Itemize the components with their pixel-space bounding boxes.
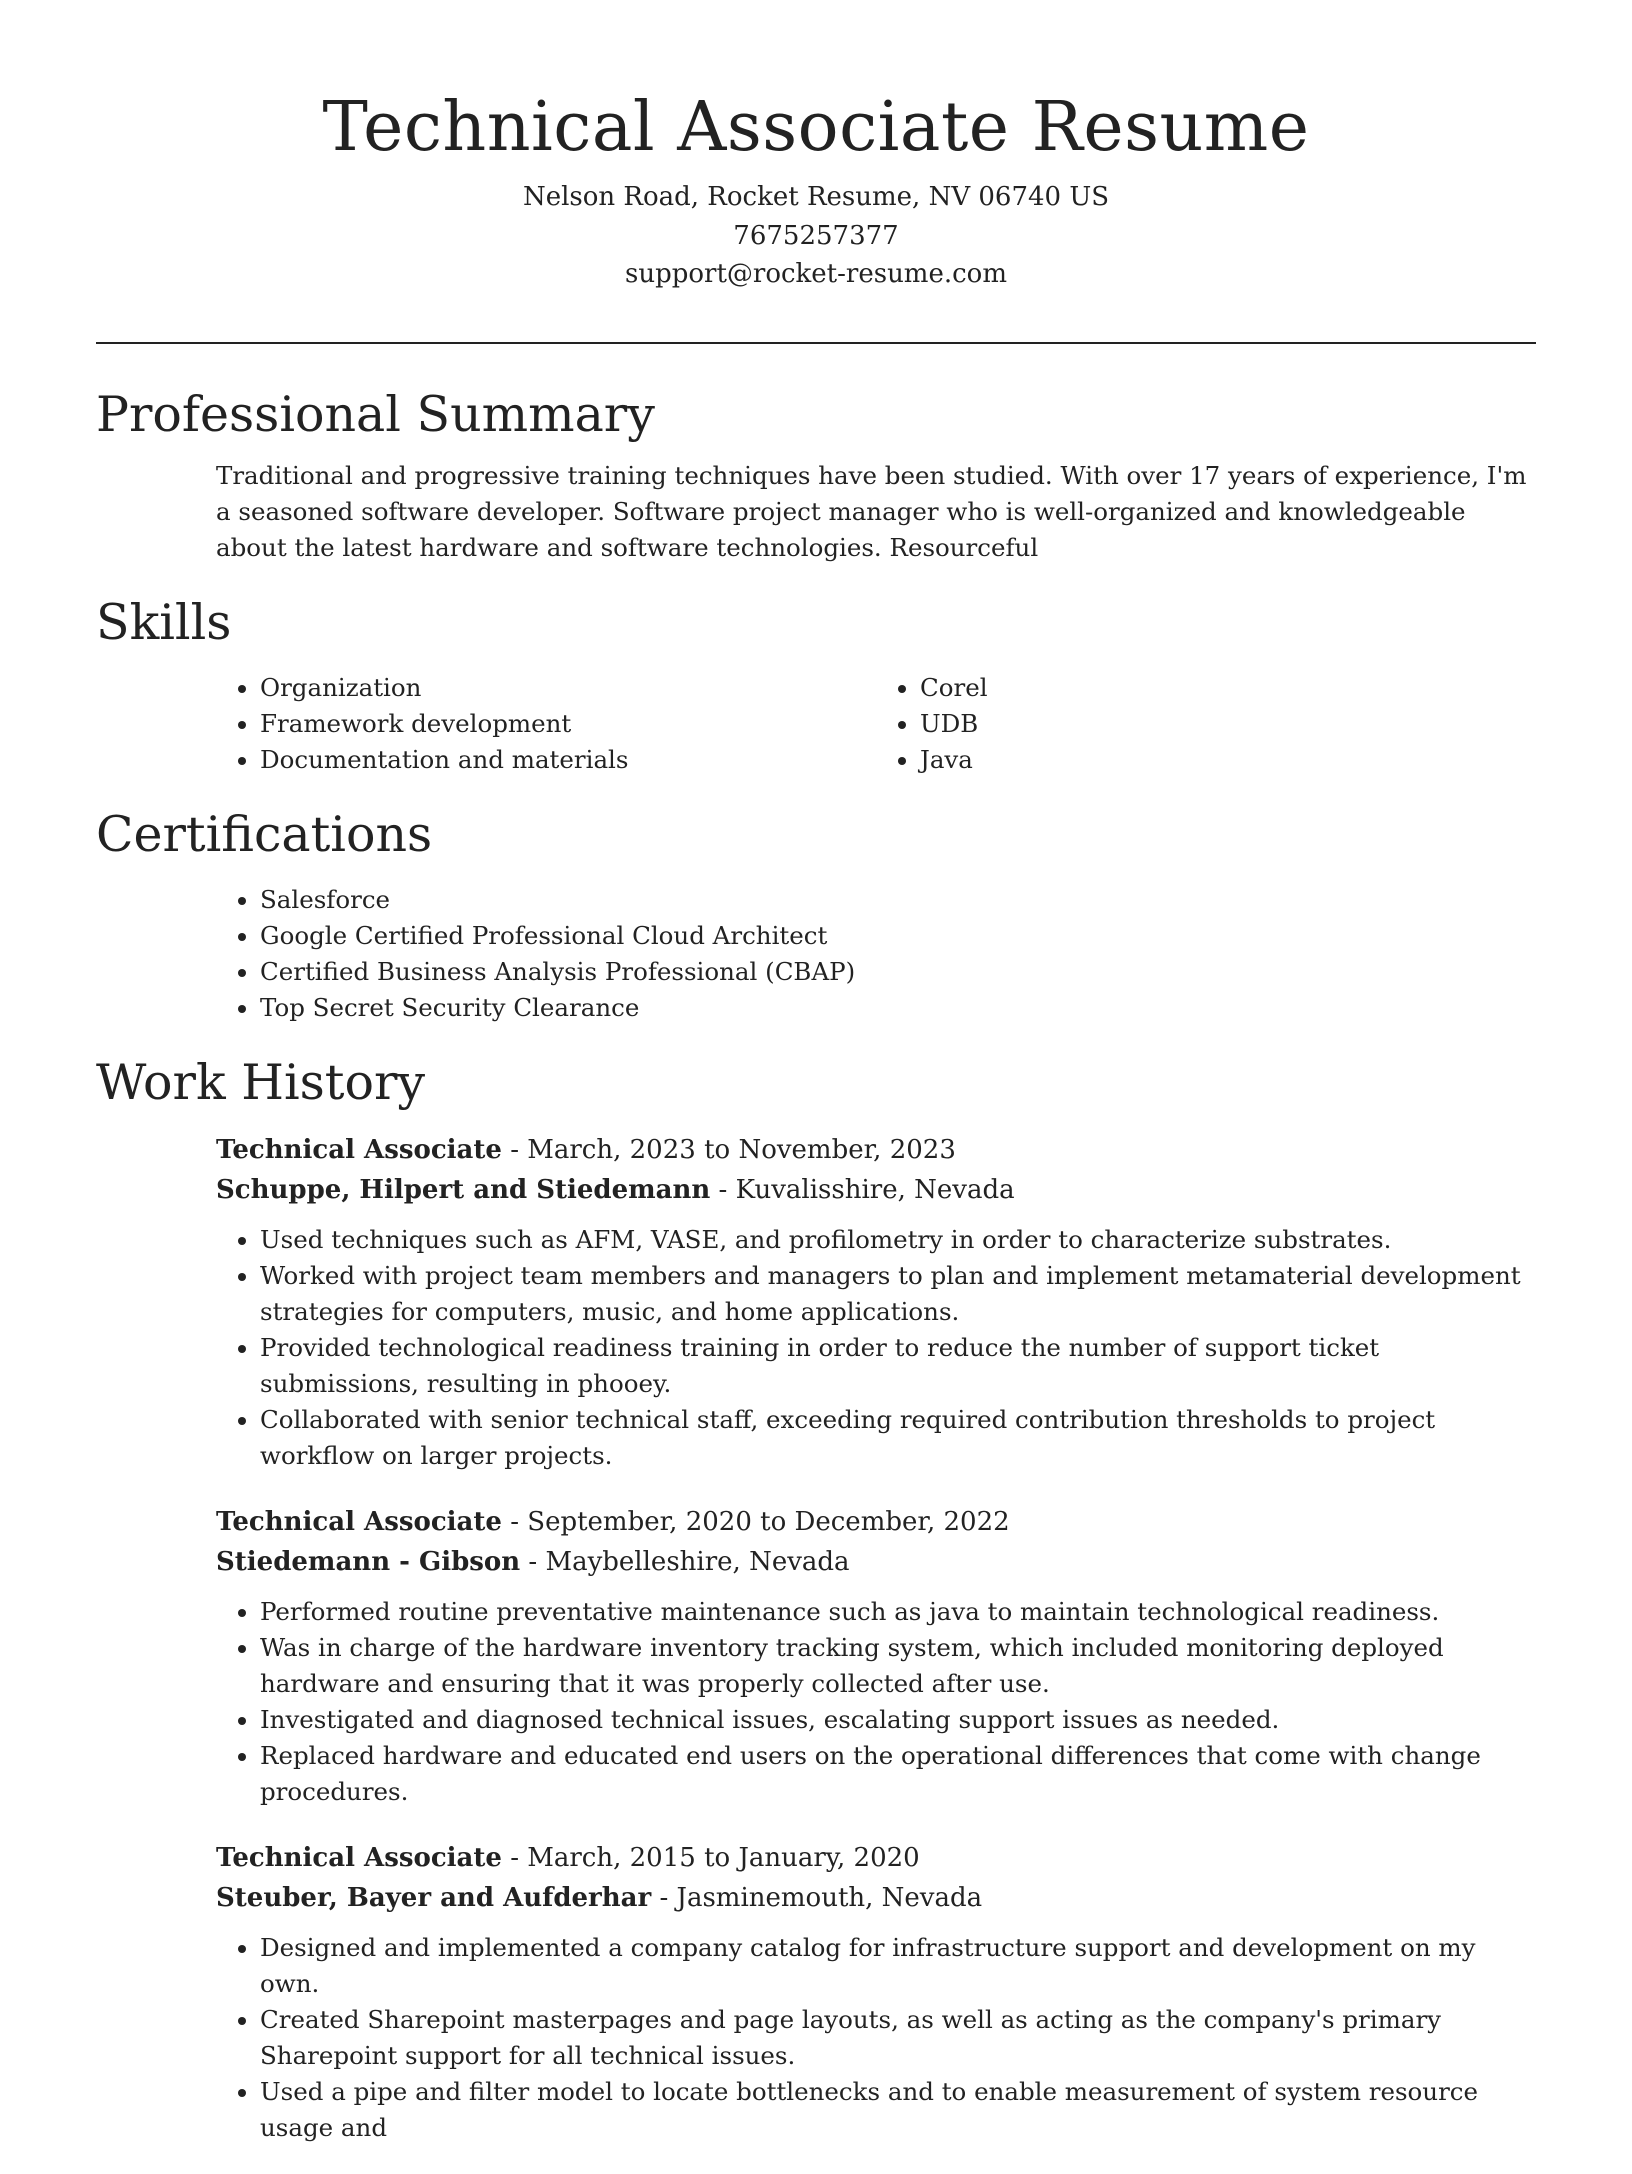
job-bullet: • Used a pipe and filter model to locate bottlenecks and to enable measurement of system resource usage and bbox=[260, 2074, 1536, 2146]
job-bullet: • Investigated and diagnosed technical issues, escalating support issues as needed. bbox=[260, 1702, 1536, 1738]
summary-heading: Professional Summary bbox=[96, 386, 655, 443]
job-bullets bbox=[216, 1222, 1536, 1474]
job-company: Stiedemann - Gibson bbox=[216, 1547, 521, 1577]
job-location: - Kuvalisshire, Nevada bbox=[710, 1175, 1015, 1205]
skills-column-left bbox=[216, 670, 876, 778]
contact-info bbox=[0, 178, 1632, 294]
certification-item: • Top Secret Security Clearance bbox=[260, 990, 1536, 1026]
summary-text: Traditional and progressive training techniques have been studied. With over 17 years of experience, I'm a seasoned software developer. Software project manager who is well-organized and knowledgeable about the latest hardware and software technologies. Resourceful bbox=[216, 461, 1527, 562]
job-dates: - March, 2023 to November, 2023 bbox=[501, 1135, 956, 1165]
job-location: - Jasminemouth, Nevada bbox=[651, 1883, 983, 1913]
job-dates: - March, 2015 to January, 2020 bbox=[501, 1843, 920, 1873]
job-bullet: • Worked with project team members and managers to plan and implement metamaterial development strategies for computers, music, and home applications. bbox=[260, 1258, 1536, 1330]
job-bullet: • Used techniques such as AFM, VASE, and profilometry in order to characterize substrates. bbox=[260, 1222, 1536, 1258]
skills-list bbox=[216, 670, 1536, 778]
job-bullet: • Was in charge of the hardware inventory tracking system, which included monitoring deployed hardware and ensuring that it was properly collected after use. bbox=[260, 1630, 1536, 1702]
job-title: Technical Associate bbox=[216, 1135, 502, 1165]
contact-phone: 7675257377 bbox=[733, 220, 899, 251]
job-bullet: • Performed routine preventative maintenance such as java to maintain technological readiness. bbox=[260, 1594, 1536, 1630]
certification-item: • Certified Business Analysis Professional (CBAP) bbox=[260, 954, 1536, 990]
job-bullet: • Replaced hardware and educated end users on the operational differences that come with change procedures. bbox=[260, 1738, 1536, 1810]
job-bullet: • Collaborated with senior technical staff, exceeding required contribution thresholds to project workflow on larger projects. bbox=[260, 1402, 1536, 1474]
job-company-line bbox=[216, 1878, 1536, 1918]
job-bullets bbox=[216, 1594, 1536, 1810]
skills-column-right bbox=[876, 670, 1536, 778]
job-entry bbox=[216, 1502, 1536, 1810]
job-bullets bbox=[216, 1930, 1536, 2146]
certifications-heading: Certifications bbox=[96, 806, 433, 863]
job-title-line bbox=[216, 1838, 1536, 1878]
job-company: Steuber, Bayer and Aufderhar bbox=[216, 1883, 652, 1913]
resume-header bbox=[0, 0, 1632, 294]
certification-item: • Salesforce bbox=[260, 882, 1536, 918]
job-dates: - September, 2020 to December, 2022 bbox=[501, 1507, 1010, 1537]
job-location: - Maybelleshire, Nevada bbox=[520, 1547, 850, 1577]
skill-item: • Documentation and materials bbox=[260, 742, 876, 778]
resume-body bbox=[96, 380, 1536, 2174]
skills-heading: Skills bbox=[96, 594, 232, 651]
contact-address: Nelson Road, Rocket Resume, NV 06740 US bbox=[522, 182, 1110, 212]
header-divider bbox=[96, 342, 1536, 344]
job-entry bbox=[216, 1838, 1536, 2146]
work-history-heading: Work History bbox=[96, 1054, 426, 1111]
skill-item: • Corel bbox=[920, 670, 1536, 706]
skill-item: • Java bbox=[920, 742, 1536, 778]
certification-item: • Google Certified Professional Cloud Architect bbox=[260, 918, 1536, 954]
job-company-line bbox=[216, 1542, 1536, 1582]
skill-item: • UDB bbox=[920, 706, 1536, 742]
job-title-line bbox=[216, 1130, 1536, 1170]
skill-item: • Organization bbox=[260, 670, 876, 706]
job-bullet: • Provided technological readiness training in order to reduce the number of support ticket submissions, resulting in phooey. bbox=[260, 1330, 1536, 1402]
job-title: Technical Associate bbox=[216, 1843, 502, 1873]
job-bullet: • Created Sharepoint masterpages and page layouts, as well as acting as the company's primary Sharepoint support for all technical issues. bbox=[260, 2002, 1536, 2074]
job-company-line bbox=[216, 1170, 1536, 1210]
certifications-list bbox=[216, 882, 1536, 1026]
job-entry bbox=[216, 1130, 1536, 1474]
skill-item: • Framework development bbox=[260, 706, 876, 742]
job-company: Schuppe, Hilpert and Stiedemann bbox=[216, 1175, 711, 1205]
page-title: Technical Associate Resume bbox=[322, 88, 1310, 167]
job-title: Technical Associate bbox=[216, 1507, 502, 1537]
contact-email: support@rocket-resume.com bbox=[624, 259, 1007, 289]
job-title-line bbox=[216, 1502, 1536, 1542]
job-bullet: • Designed and implemented a company catalog for infrastructure support and development on my own. bbox=[260, 1930, 1536, 2002]
